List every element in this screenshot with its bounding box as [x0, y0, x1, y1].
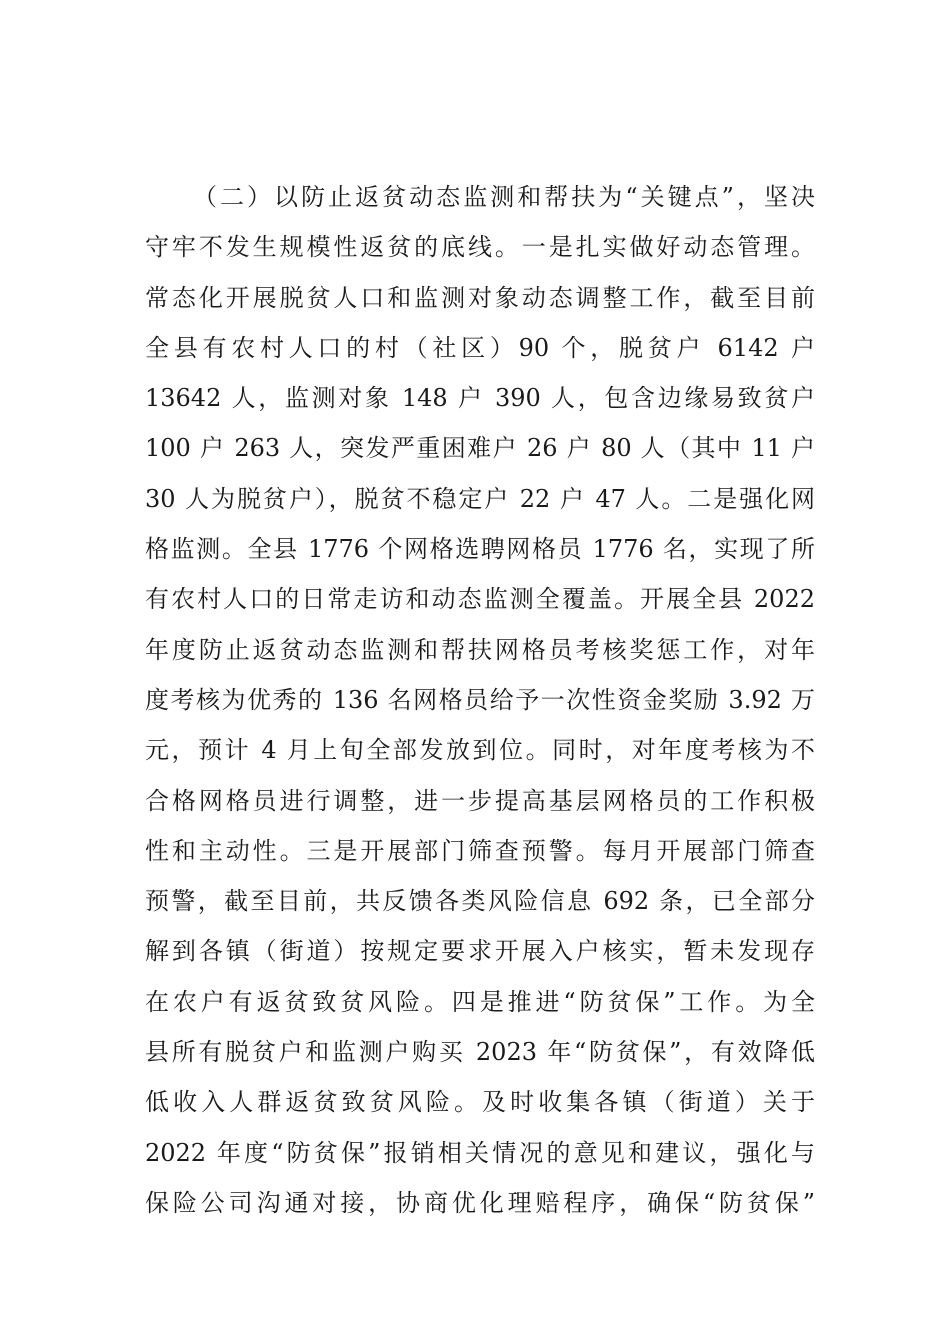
paragraph-line: 元，预计 4 月上旬全部发放到位。同时，对年度考核为不 — [145, 736, 815, 765]
paragraph-line: 13642 人，监测对象 148 户 390 人，包含边缘易致贫户 — [145, 384, 815, 413]
paragraph-line: 解到各镇（街道）按规定要求开展入户核实，暂未发现存 — [145, 937, 815, 966]
paragraph-line: 在农户有返贫致贫风险。四是推进“防贫保”工作。为全 — [145, 987, 815, 1016]
paragraph-line: 格监测。全县 1776 个网格选聘网格员 1776 名，实现了所 — [145, 535, 815, 564]
paragraph-line: 预警，截至目前，共反馈各类风险信息 692 条，已全部分 — [145, 887, 815, 916]
paragraph-line: 有农村人口的日常走访和动态监测全覆盖。开展全县 2022 — [145, 585, 815, 614]
paragraph-line: 2022 年度“防贫保”报销相关情况的意见和建议，强化与 — [145, 1138, 815, 1167]
body-paragraph — [145, 172, 815, 1228]
paragraph-line: 守牢不发生规模性返贫的底线。一是扎实做好动态管理。 — [145, 233, 815, 262]
paragraph-line: 保险公司沟通对接，协商优化理赔程序，确保“防贫保” — [145, 1188, 815, 1217]
paragraph-line: （二）以防止返贫动态监测和帮扶为“关键点”，坚决 — [193, 183, 815, 211]
paragraph-line: 度考核为优秀的 136 名网格员给予一次性资金奖励 3.92 万 — [145, 685, 815, 714]
paragraph-line: 合格网格员进行调整，进一步提高基层网格员的工作积极 — [145, 786, 815, 815]
paragraph-line: 全县有农村人口的村（社区）90 个，脱贫户 6142 户 — [145, 333, 815, 362]
paragraph-line: 县所有脱贫户和监测户购买 2023 年“防贫保”，有效降低 — [145, 1038, 815, 1067]
paragraph-line: 30 人为脱贫户），脱贫不稳定户 22 户 47 人。二是强化网 — [145, 484, 815, 513]
paragraph-line: 低收入人群返贫致贫风险。及时收集各镇（街道）关于 — [145, 1088, 815, 1117]
paragraph-line: 100 户 263 人，突发严重困难户 26 户 80 人（其中 11 户 — [145, 434, 815, 463]
paragraph-line: 年度防止返贫动态监测和帮扶网格员考核奖惩工作，对年 — [145, 635, 815, 664]
paragraph-line: 常态化开展脱贫人口和监测对象动态调整工作，截至目前 — [145, 283, 815, 312]
paragraph-line: 性和主动性。三是开展部门筛查预警。每月开展部门筛查 — [145, 836, 815, 865]
